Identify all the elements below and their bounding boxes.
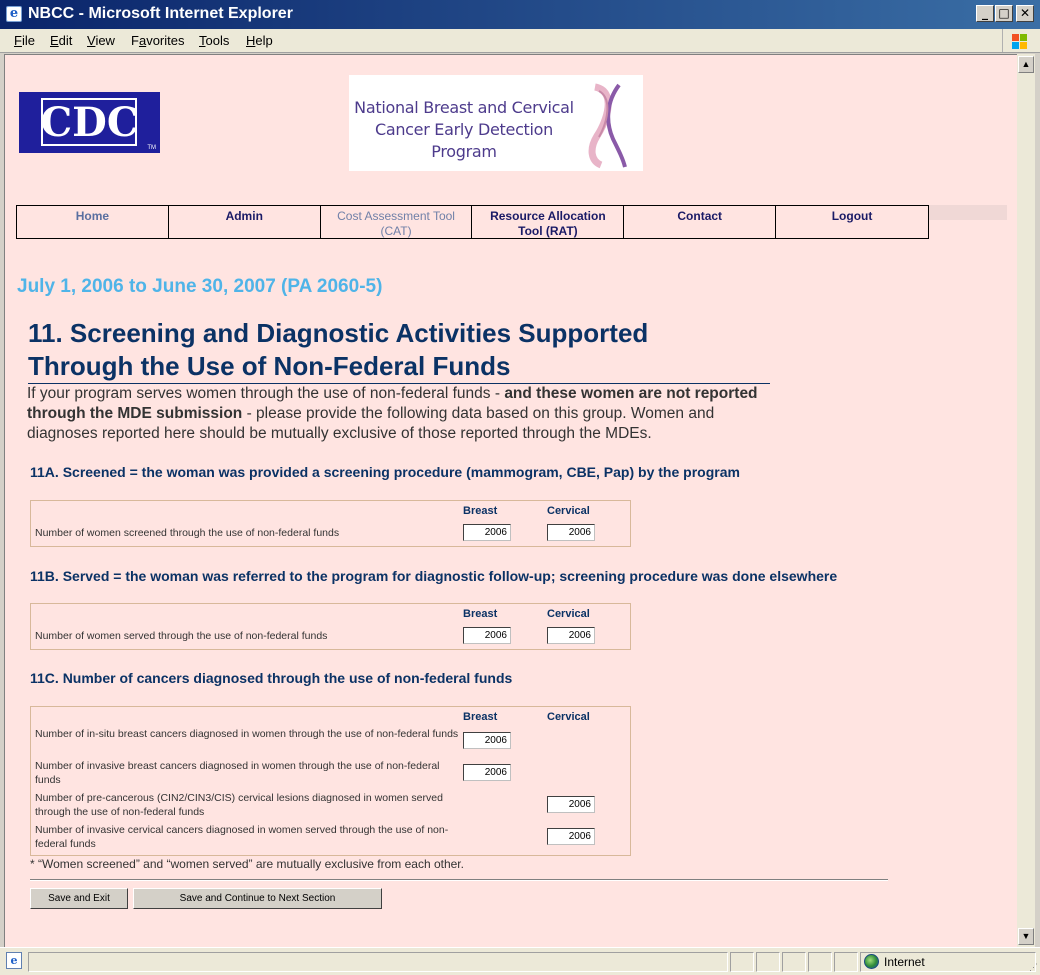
menu-file-label: ile — [21, 33, 35, 48]
section-title-line2: Through the Use of Non-Federal Funds — [28, 351, 511, 381]
part-c-col-cervical: Cervical — [547, 711, 590, 723]
part-c-row-label: Number of invasive cervical cancers diagnosed in women served through the use of non-federal funds — [35, 824, 449, 850]
scroll-up-icon[interactable]: ▲ — [1018, 56, 1034, 73]
menu-help[interactable] — [246, 33, 273, 48]
part-a-breast-input[interactable] — [463, 524, 511, 541]
nav-rat[interactable] — [472, 206, 624, 238]
program-name-line1: National Breast and Cervical — [354, 98, 574, 117]
nav-logout[interactable] — [776, 206, 928, 238]
section-title-line1: 11. Screening and Diagnostic Activities Supported — [28, 318, 649, 348]
cdc-logo — [19, 92, 160, 153]
menu-tools-key: T — [199, 33, 206, 48]
part-c-insitu-breast-input[interactable] — [463, 732, 511, 749]
section-title — [28, 317, 770, 384]
windows-logo-icon — [1002, 29, 1032, 52]
nav-cat-abbrev: (CAT) — [380, 224, 412, 238]
menu-favorites-first: F — [131, 33, 139, 48]
close-button[interactable]: ✕ — [1016, 5, 1034, 22]
menu-view[interactable] — [87, 33, 115, 48]
ie-icon: e — [6, 6, 22, 22]
status-segment-2 — [756, 952, 780, 972]
security-zone-label: Internet — [884, 955, 925, 969]
status-segment-1 — [730, 952, 754, 972]
part-c-heading: 11C. Number of cancers diagnosed through the use of non-federal funds — [30, 670, 513, 686]
minimize-button[interactable]: _ — [976, 5, 994, 22]
footnote: * “Women screened” and “women served” are mutually exclusive from each other. — [30, 857, 464, 871]
window-title: NBCC - Microsoft Internet Explorer — [28, 5, 293, 22]
menu-edit-key: E — [50, 33, 59, 48]
page-status-icon: e — [6, 952, 22, 969]
menu-favorites-key: a — [138, 33, 147, 48]
menu-edit[interactable] — [50, 33, 72, 48]
part-b-cervical-input[interactable] — [547, 627, 595, 644]
status-segment-3 — [782, 952, 806, 972]
nav-logout-label: Logout — [831, 209, 873, 223]
pink-ribbon-icon — [577, 81, 643, 169]
part-b-col-cervical: Cervical — [547, 608, 590, 620]
save-and-continue-button[interactable]: Save and Continue to Next Section — [133, 888, 382, 909]
part-a-heading: 11A. Screened = the woman was provided a screening procedure (mammogram, CBE, Pap) by the program — [30, 464, 740, 480]
part-b-box — [30, 603, 631, 650]
intro-text-a: If your program serves women through the use of non-federal funds - — [27, 385, 505, 402]
nav-cat[interactable] — [321, 206, 473, 238]
part-a-col-cervical: Cervical — [547, 505, 590, 517]
period-title: July 1, 2006 to June 30, 2007 (PA 2060-5) — [17, 276, 383, 297]
part-c-invasive-breast-input[interactable] — [463, 764, 511, 781]
status-message — [28, 952, 728, 972]
cdc-trademark: TM — [147, 145, 156, 151]
resize-grip-icon[interactable]: ⋰ — [1029, 962, 1038, 972]
part-b-col-breast: Breast — [463, 608, 498, 620]
part-b-row-label: Number of women served through the use of non-federal funds — [35, 630, 328, 642]
nav-admin[interactable] — [169, 206, 321, 238]
nav-contact[interactable] — [624, 206, 776, 238]
window-title-bar[interactable] — [0, 0, 1040, 29]
nav-filler — [929, 205, 1007, 220]
nav-cat-label: Cost Assessment Tool — [337, 209, 455, 223]
menu-file[interactable] — [14, 33, 35, 48]
menu-view-label: iew — [95, 33, 115, 48]
nav-contact-label: Contact — [677, 209, 723, 223]
nav-rat-label: Resource Allocation — [490, 209, 606, 223]
status-segment-4 — [808, 952, 832, 972]
menu-favorites[interactable] — [131, 33, 184, 48]
menu-help-key: H — [246, 33, 256, 48]
internet-zone-icon — [864, 954, 879, 969]
nav-admin-label: Admin — [225, 209, 263, 223]
part-a-col-breast: Breast — [463, 505, 498, 517]
part-a-row-label: Number of women screened through the use of non-federal funds — [35, 527, 340, 539]
main-nav — [16, 205, 929, 239]
cdc-logo-text: CDC — [40, 99, 139, 146]
nav-home-label: Home — [75, 209, 110, 223]
part-b-breast-input[interactable] — [463, 627, 511, 644]
part-c-box — [30, 706, 631, 856]
menu-tools-label: ools — [205, 33, 230, 48]
menu-help-label: elp — [255, 33, 273, 48]
status-bar — [0, 947, 1040, 975]
save-and-exit-button[interactable]: Save and Exit — [30, 888, 128, 909]
section-intro — [27, 384, 787, 444]
intro-text-bold: and these women are not reported through the MDE submission — [27, 385, 758, 422]
menu-file-key: F — [14, 33, 22, 48]
vertical-scrollbar[interactable] — [1017, 54, 1035, 947]
page-viewport — [4, 54, 1017, 947]
menu-tools[interactable] — [199, 33, 229, 48]
program-name-line2: Cancer Early Detection Program — [374, 120, 554, 161]
part-c-row-label: Number of in-situ breast cancers diagnosed in women through the use of non-federal funds — [35, 728, 459, 740]
menu-view-key: V — [87, 33, 96, 48]
scroll-down-icon[interactable]: ▼ — [1018, 928, 1034, 945]
part-c-row-label: Number of pre-cancerous (CIN2/CIN3/CIS) cervical lesions diagnosed in women served through the use of non-federal funds — [35, 792, 443, 818]
nav-rat-abbrev: Tool (RAT) — [518, 224, 578, 238]
menu-edit-label: dit — [58, 33, 73, 48]
intro-text-b: - please provide the following data based on this group. Women and diagnoses reported here should be mutually exclusive of those reported through the MDEs. — [27, 405, 715, 442]
part-c-col-breast: Breast — [463, 711, 498, 723]
part-b-heading: 11B. Served = the woman was referred to the program for diagnostic follow-up; screening procedure was done elsewhere — [30, 568, 838, 584]
part-c-row-label: Number of invasive breast cancers diagnosed in women through the use of non-federal funds — [35, 760, 440, 786]
part-c-precancerous-cervical-input[interactable] — [547, 796, 595, 813]
nav-home[interactable] — [17, 206, 169, 238]
maximize-button[interactable]: □ — [995, 5, 1013, 22]
part-a-box — [30, 500, 631, 547]
nbccedp-logo — [349, 75, 643, 171]
part-c-invasive-cervical-input[interactable] — [547, 828, 595, 845]
part-a-cervical-input[interactable] — [547, 524, 595, 541]
divider — [30, 879, 888, 881]
status-segment-5 — [834, 952, 858, 972]
menu-bar — [0, 29, 1040, 53]
menu-favorites-label: vorites — [146, 33, 185, 48]
